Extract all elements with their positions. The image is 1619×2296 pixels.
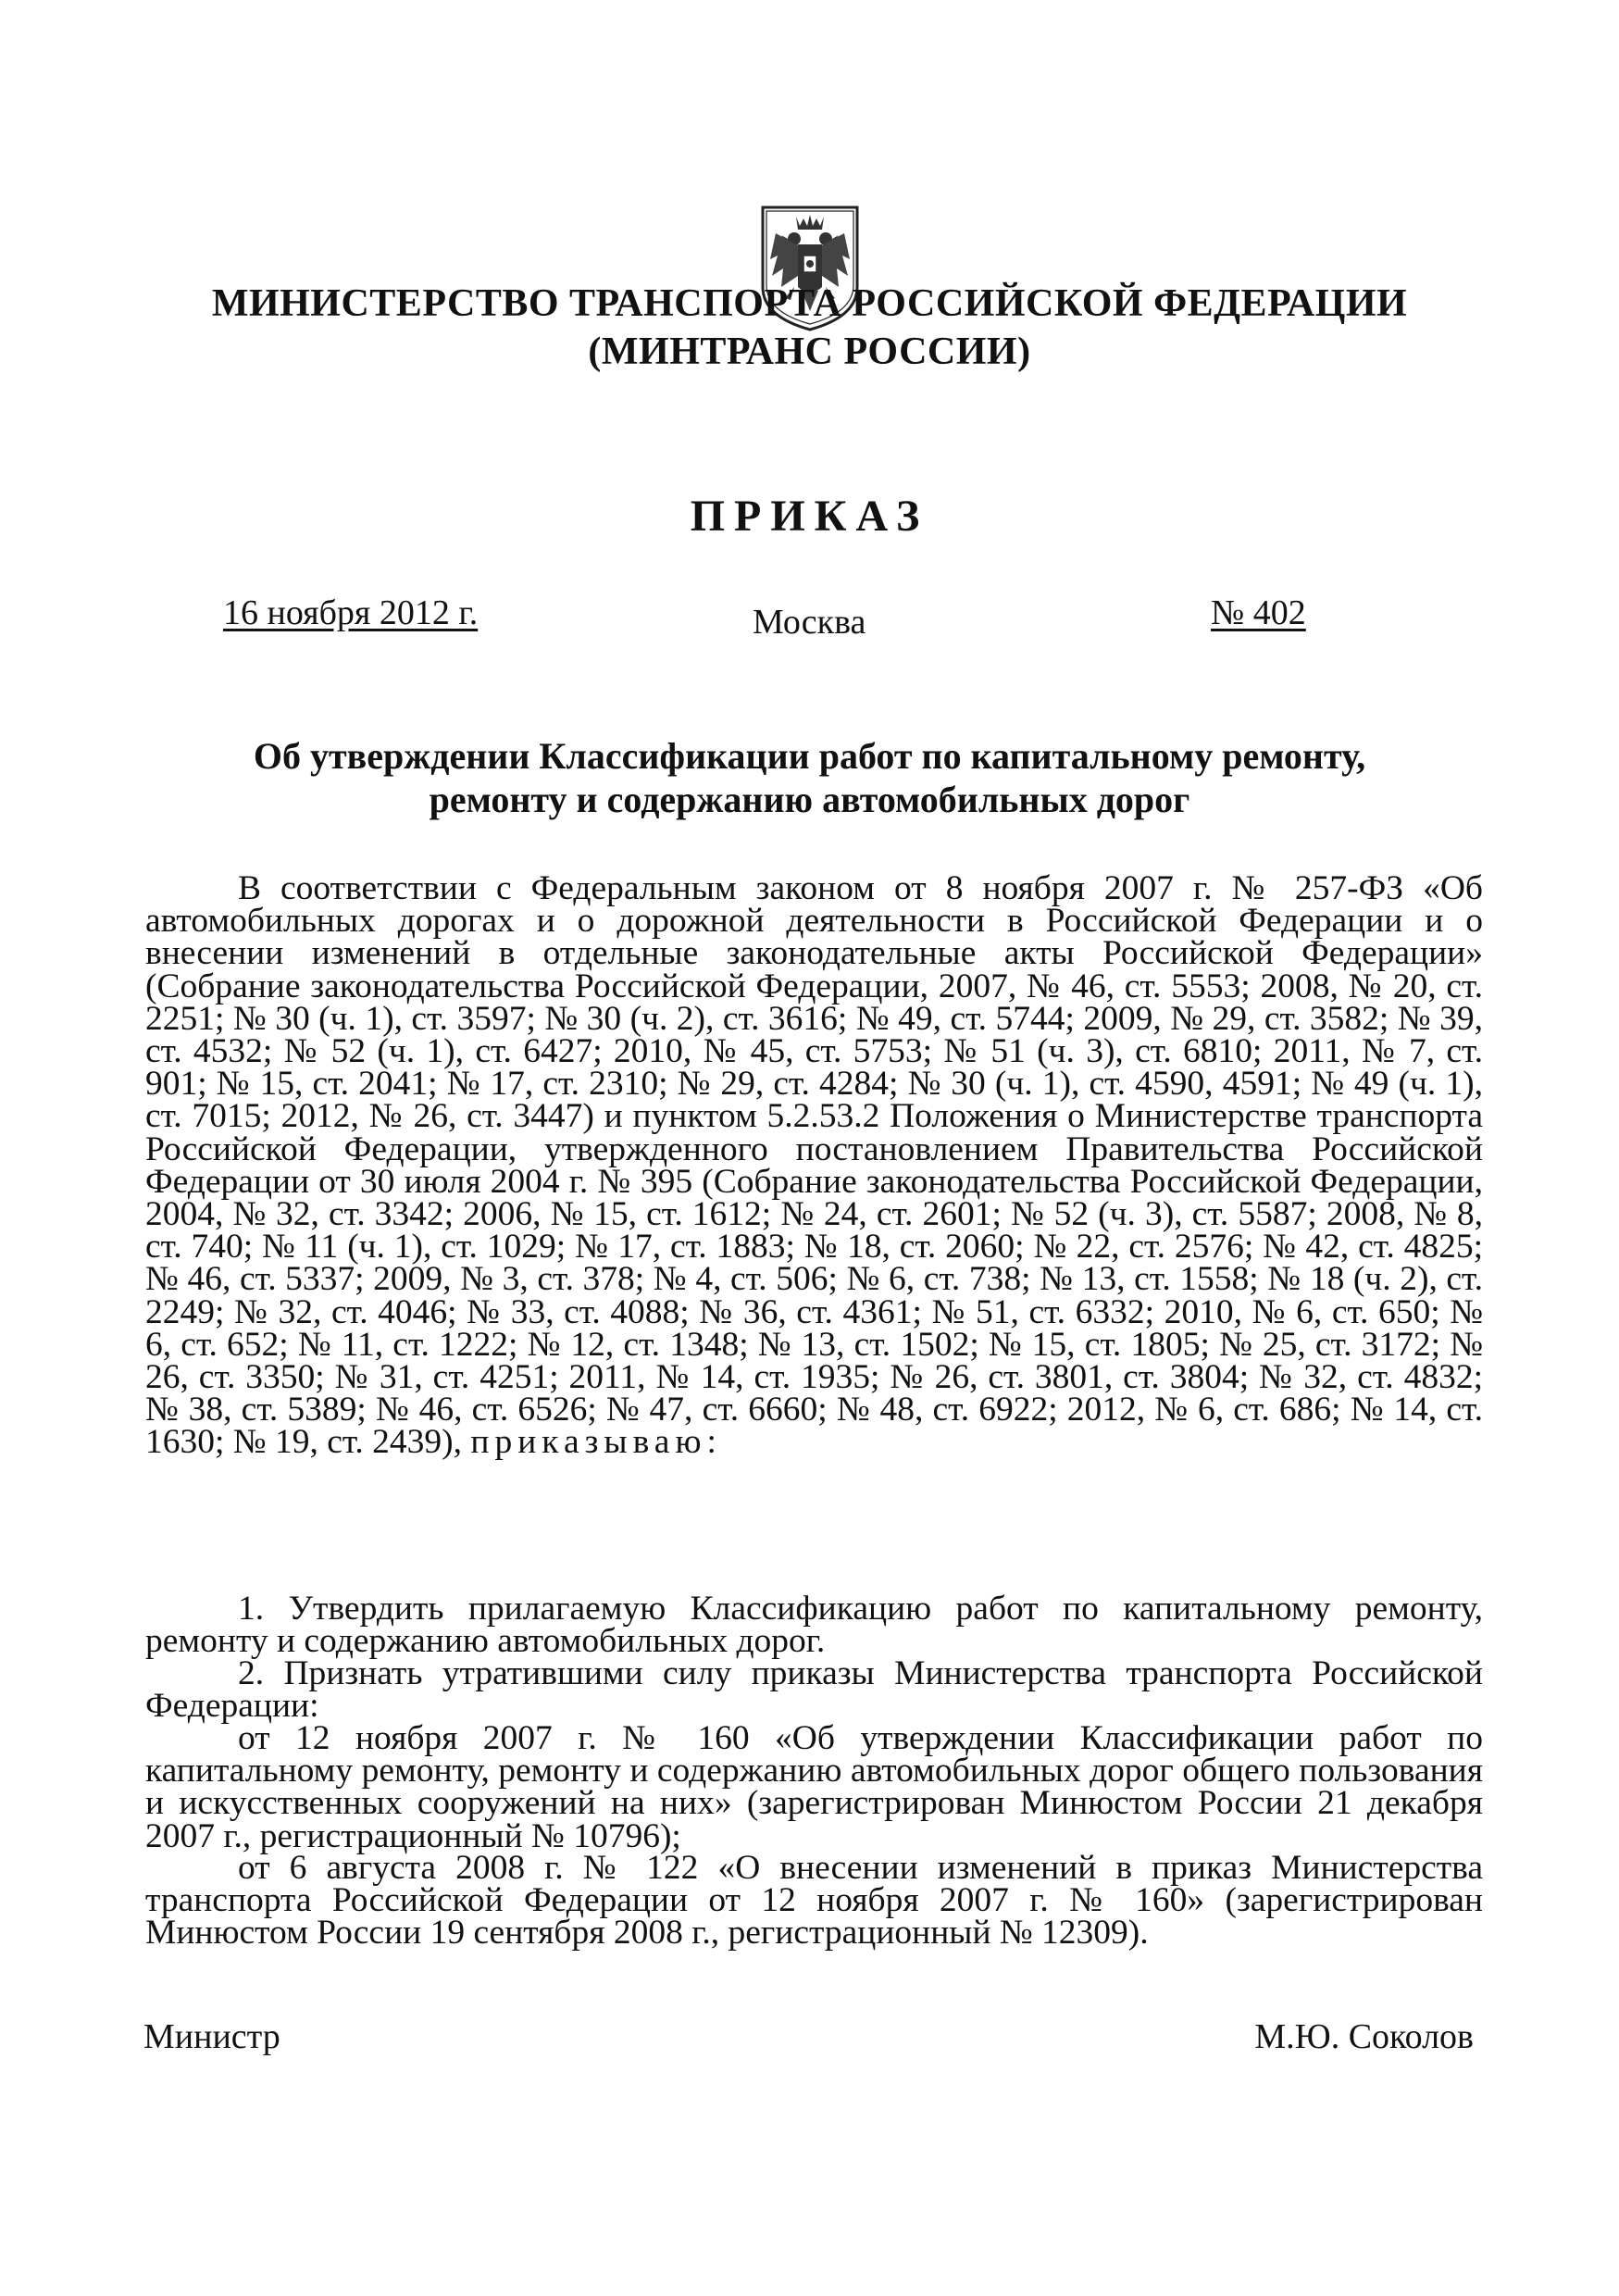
- item-2: 2. Признать утратившими силу приказы Министерства транспорта Российской Федерации:: [145, 1654, 1483, 1726]
- ministry-name: МИНИСТЕРСТВО ТРАНСПОРТА РОССИЙСКОЙ ФЕДЕРАЦИИ: [211, 282, 1408, 325]
- order-number: № 402: [1211, 593, 1306, 632]
- repealed-order-1: от 12 ноября 2007 г. № 160 «Об утверждении Классификации работ по капитальному ремонту, ремонту и содержанию автомобильных дорог общего пользования и искусственных сооружений на них» (зарегистрирован Минюстом России 21 декабря 2007 г., регистрационный № 10796);: [145, 1719, 1483, 1855]
- ministry-abbreviation: (МИНТРАНС РОССИИ): [588, 331, 1031, 373]
- order-date: 16 ноября 2012 г.: [223, 593, 479, 632]
- item-1: 1. Утвердить прилагаемую Классификацию работ по капитальному ремонту, ремонту и содержанию автомобильных дорог.: [145, 1590, 1483, 1661]
- order-city: Москва: [753, 603, 866, 642]
- document-title-line2: ремонту и содержанию автомобильных дорог: [429, 779, 1190, 820]
- signatory-name: М.Ю. Соколов: [1254, 2017, 1474, 2056]
- document-title-line1: Об утверждении Классификации работ по капитальному ремонту,: [253, 735, 1366, 777]
- signatory-position: Министр: [143, 2017, 280, 2056]
- document-type: ПРИКАЗ: [690, 492, 929, 541]
- preamble-text: В соответствии с Федеральным законом от 8 ноября 2007 г. № 257-ФЗ «Об автомобильных дорогах и о дорожной деятельности в Российской Федерации и о внесении изменений в отдельные законодательные акты Российской Федерации» (Собрание законодательства Российской Федерации, 2007, № 46, ст. 5553; 2008, № 20, ст. 2251; № 30 (ч. 1), ст. 3597; № 30 (ч. 2), ст. 3616; № 49, ст. 5744; 2009, № 29, ст. 3582; № 39, ст. 4532; № 52 (ч. 1), ст. 6427; 2010, № 45, ст. 5753; № 51 (ч. 3), ст. 6810; 2011, № 7, ст. 901; № 15, ст. 2041; № 17, ст. 2310; № 29, ст. 4284; № 30 (ч. 1), ст. 4590, 4591; № 49 (ч. 1), ст. 7015; 2012, № 26, ст. 3447) и пунктом 5.2.53.2 Положения о Министерстве транспорта Российской Федерации, утвержденного постановлением Правительства Российской Федерации от 30 июля 2004 г. № 395 (Собрание законодательства Российской Федерации, 2004, № 32, ст. 3342; 2006, № 15, ст. 1612; № 24, ст. 2601; № 52 (ч. 3), ст. 5587; 2008, № 8, ст. 740; № 11 (ч. 1), ст. 1029; № 17, ст. 1883; № 18, ст. 2060; № 22, ст. 2576; № 42, ст. 4825; № 46, ст. 5337; 2009, № 3, ст. 378; № 4, ст. 506; № 6, ст. 738; № 13, ст. 1558; № 18 (ч. 2), ст. 2249; № 32, ст. 4046; № 33, ст. 4088; № 36, ст. 4361; № 51, ст. 6332; 2010, № 6, ст. 650; № 6, ст. 652; № 11, ст. 1222; № 12, ст. 1348; № 13, ст. 1502; № 15, ст. 1805; № 25, ст. 3172; № 26, ст. 3350; № 31, ст. 4251; 2011, № 14, ст. 1935; № 26, ст. 3801, ст. 3804; № 32, ст. 4832; № 38, ст. 5389; № 46, ст. 6526; № 47, ст. 6660; № 48, ст. 6922; 2012, № 6, ст. 686; № 14, ст. 1630; № 19, ст. 2439),: [145, 869, 1483, 1462]
- order-directive: приказываю:: [470, 1423, 722, 1462]
- preamble-paragraph: [145, 869, 1483, 1462]
- repealed-order-2: от 6 августа 2008 г. № 122 «О внесении изменений в приказ Министерства транспорта Российской Федерации от 12 ноября 2007 г. № 160» (зарегистрирован Минюстом России 19 сентября 2008 г., регистрационный № 12309).: [145, 1849, 1483, 1953]
